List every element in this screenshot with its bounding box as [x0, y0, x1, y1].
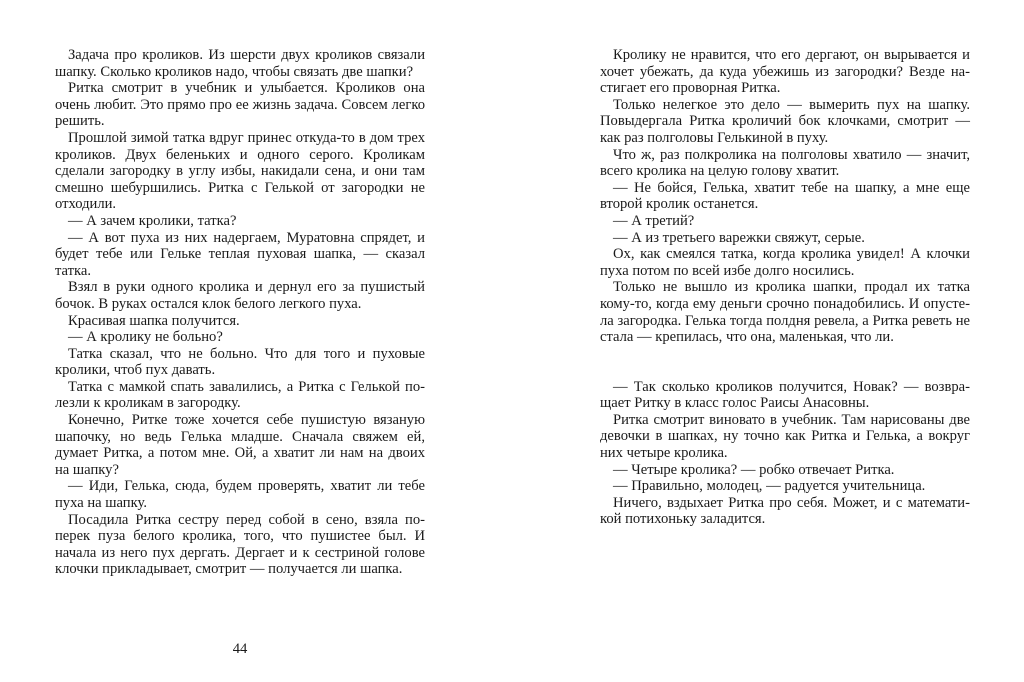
paragraph: Татка сказал, что не больно. Что для того и пуховые кролики, чтоб пух давать.	[55, 345, 425, 379]
paragraph: Посадила Ритка сестру перед собой в сено, взяла поперек пуза белого кролика, того, что пушистее был. И начала из него пух дергать. Дергает и к сестриной голове клочки прикладывает, смотрит — получается ли шапка.	[55, 511, 425, 578]
paragraph: Конечно, Ритке тоже хочется себе пушистую вязаную шапочку, но ведь Гелька младше. Сначала свяжем ей, думает Ритка, а потом мне. Ой, а хватит ли нам на двоих на шапку?	[55, 412, 425, 478]
dialogue-line: — Четыре кролика? — робко отвечает Ритка.	[613, 461, 895, 478]
paragraph: Задача про кроликов. Из шерсти двух кроликов связали шапку. Сколько кроликов надо, чтобы связать две шапки?	[55, 47, 425, 80]
dialogue-line: — Не бойся, Гелька, хватит тебе на шапку, а мне еще второй кролик останется.	[600, 179, 970, 213]
paragraph: Ритка смотрит в учебник и улыбается. Кроликов она очень любит. Это прямо про ее жизнь задача. Совсем легко решить.	[55, 80, 425, 130]
paragraph: Только не вышло из кролика шапки, продал их татка кому-то, когда ему деньги срочно понадобились. И опустела загородка. Гелька тогда полдня ревела, а Ритка реветь не стала — крепилась, что она, маленькая, что ли.	[600, 279, 970, 346]
left-page-text	[55, 47, 425, 578]
paragraph: Татка с мамкой спать завалились, а Ритка с Гелькой полезли к кроликам в загородку.	[55, 378, 425, 412]
paragraph: Только нелегкое это дело — вымерить пух на шапку. Повыдергала Ритка кроличий бок клочками, смотрит — как раз полголовы Гелькиной в пуху.	[600, 96, 970, 146]
dialogue-line: — Так сколько кроликов получится, Новак? — возвращает Ритку в класс голос Раисы Анасовны.	[600, 378, 970, 412]
paragraph: Кролику не нравится, что его дергают, он вырывается и хочет убежать, да куда убежишь из загородки? Везде настигает его проворная Ритка.	[600, 47, 970, 97]
dialogue-line: — А из третьего варежки свяжут, серые.	[613, 229, 865, 246]
dialogue-line: — Иди, Гелька, сюда, будем проверять, хватит ли тебе пуха на шапку.	[55, 478, 425, 512]
dialogue-line: — Правильно, молодец, — радуется учительница.	[613, 478, 926, 495]
dialogue-line: — А зачем кролики, татка?	[68, 212, 237, 229]
dialogue-line: — А кролику не больно?	[68, 329, 223, 346]
paragraph: Прошлой зимой татка вдруг принес откуда-то в дом трех кроликов. Двух беленьких и одного серого. Кроликам сделали загородку в углу избы, накидали сена, и они там смешно шебуршились. Ритка с Гелькой от загородки не отходили.	[55, 129, 425, 213]
paragraph: Что ж, раз полкролика на полголовы хватило — значит, всего кролика на целую голову хватит.	[600, 146, 970, 180]
dialogue-line: — А третий?	[613, 212, 695, 229]
section-break	[600, 346, 970, 379]
paragraph: Ничего, вздыхает Ритка про себя. Может, и с математикой потихоньку заладится.	[600, 494, 970, 528]
right-page-text	[600, 47, 970, 528]
paragraph: Ох, как смеялся татка, когда кролика увидел! А клочки пуха потом по всей избе долго носились.	[600, 246, 970, 279]
paragraph: Красивая шапка получится.	[68, 312, 240, 329]
dialogue-line: — А вот пуха из них надергаем, Муратовна спрядет, и будет тебе или Гельке теплая пуховая шапка, — сказал татка.	[55, 229, 425, 279]
page-number: 44	[232, 641, 248, 657]
paragraph: Взял в руки одного кролика и дернул его за пушистый бочок. В руках остался клок белого легкого пуха.	[55, 279, 425, 312]
paragraph: Ритка смотрит виновато в учебник. Там нарисованы две девочки в шапках, ну точно как Ритка и Гелька, а вокруг них четыре кролика.	[600, 411, 970, 462]
